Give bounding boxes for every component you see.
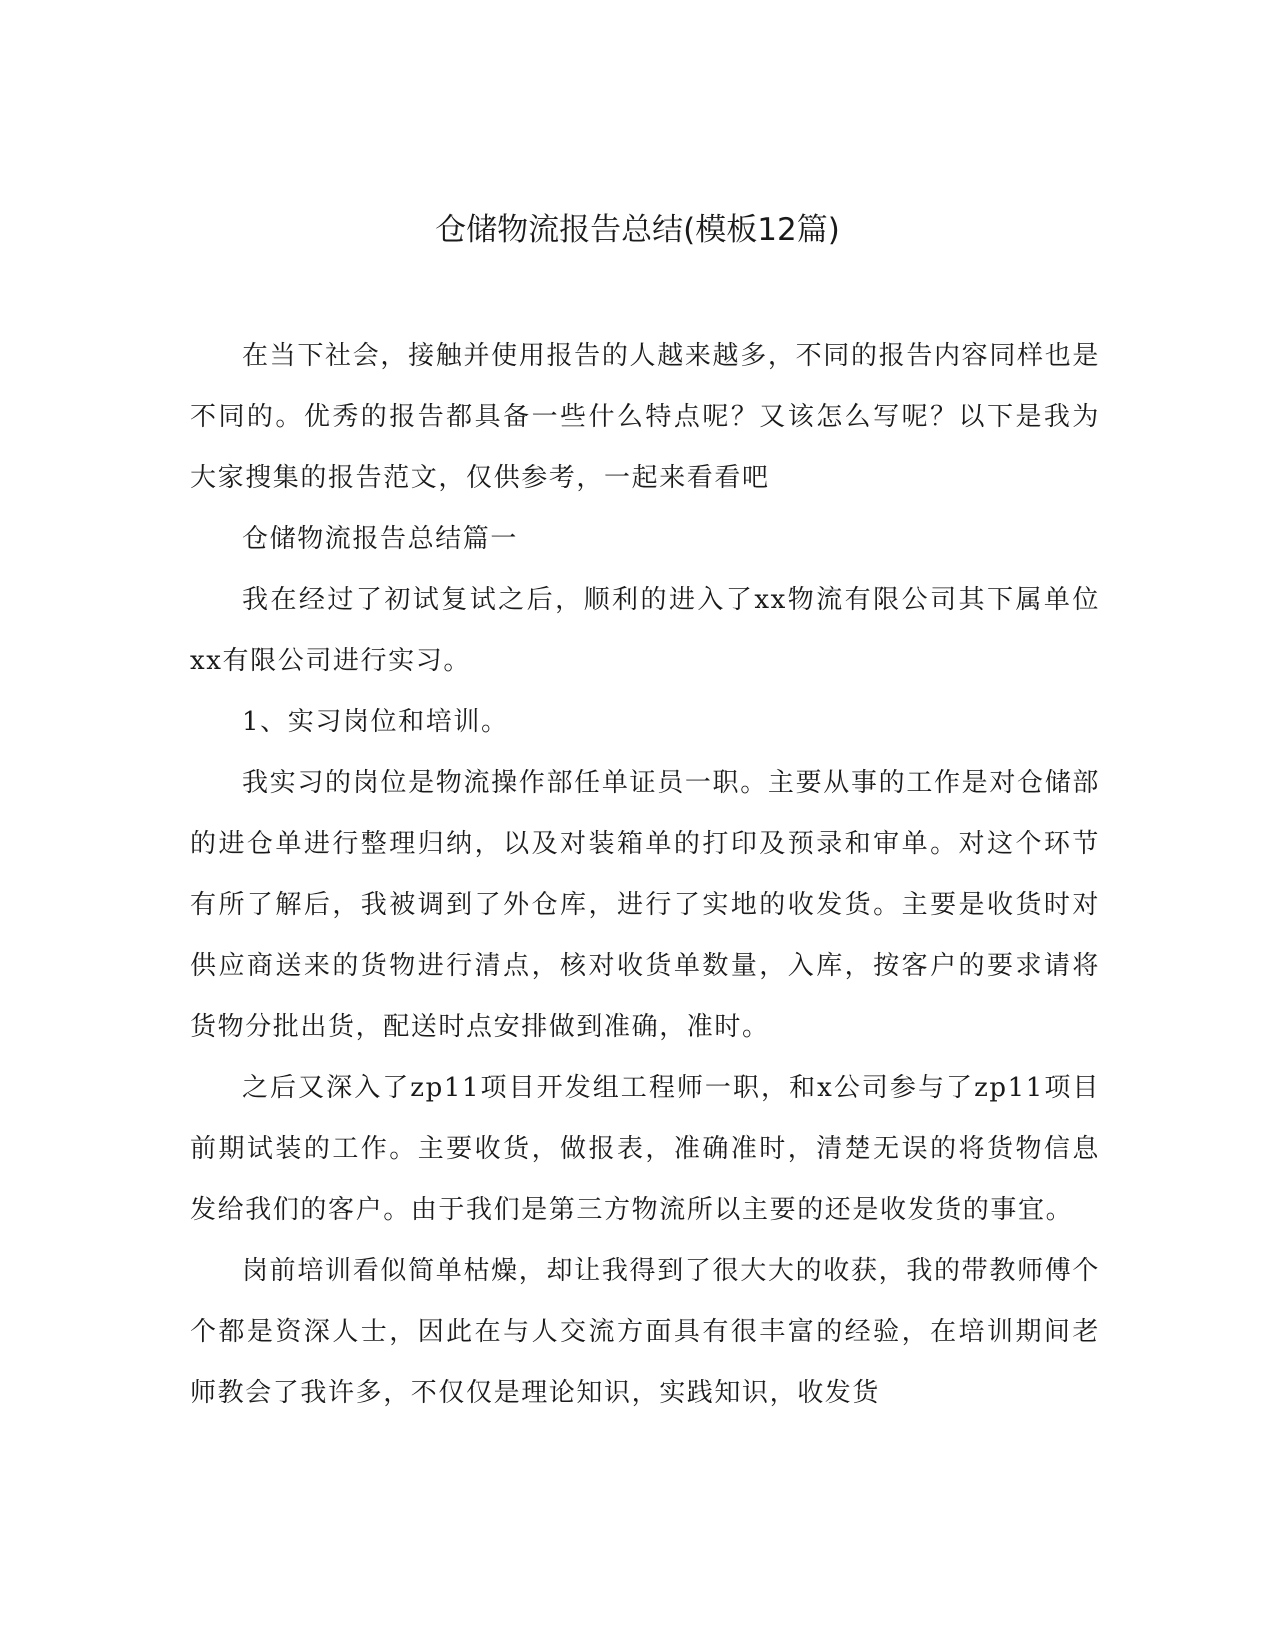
section-heading: 仓储物流报告总结篇一 [242,524,519,554]
body-paragraph: 我实习的岗位是物流操作部任单证员一职。主要从事的工作是对仓储部的进仓单进行整理归纳，以及对装箱单的打印及预录和审单。对这个环节有所了解后，我被调到了外仓库，进行了实地的收发货。主要是收货时对供应商送来的货物进行清点，核对收货单数量，入库，按客户的要求请将货物分批出货，配送时点安排做到准确，准时。 [190,768,1100,1042]
body-paragraph: 我在经过了初试复试之后，顺利的进入了xx物流有限公司其下属单位xx有限公司进行实习。 [190,585,1100,676]
intro-paragraph: 在当下社会，接触并使用报告的人越来越多，不同的报告内容同样也是不同的。优秀的报告都具备一些什么特点呢？又该怎么写呢？以下是我为大家搜集的报告范文，仅供参考，一起来看看吧 [190,341,1100,493]
document-body [190,326,1100,1424]
document-title: 仓储物流报告总结(模板12篇) [435,212,840,248]
body-paragraph: 岗前培训看似简单枯燥，却让我得到了很大大的收获，我的带教师傅个个都是资深人士，因此在与人交流方面具有很丰富的经验，在培训期间老师教会了我许多，不仅仅是理论知识，实践知识，收发货 [190,1256,1100,1408]
subsection-heading: 1、实习岗位和培训。 [242,707,509,737]
body-paragraph: 之后又深入了zp11项目开发组工程师一职，和x公司参与了zp11项目前期试装的工作。主要收货，做报表，准确准时，清楚无误的将货物信息发给我们的客户。由于我们是第三方物流所以主要的还是收发货的事宜。 [190,1073,1100,1225]
